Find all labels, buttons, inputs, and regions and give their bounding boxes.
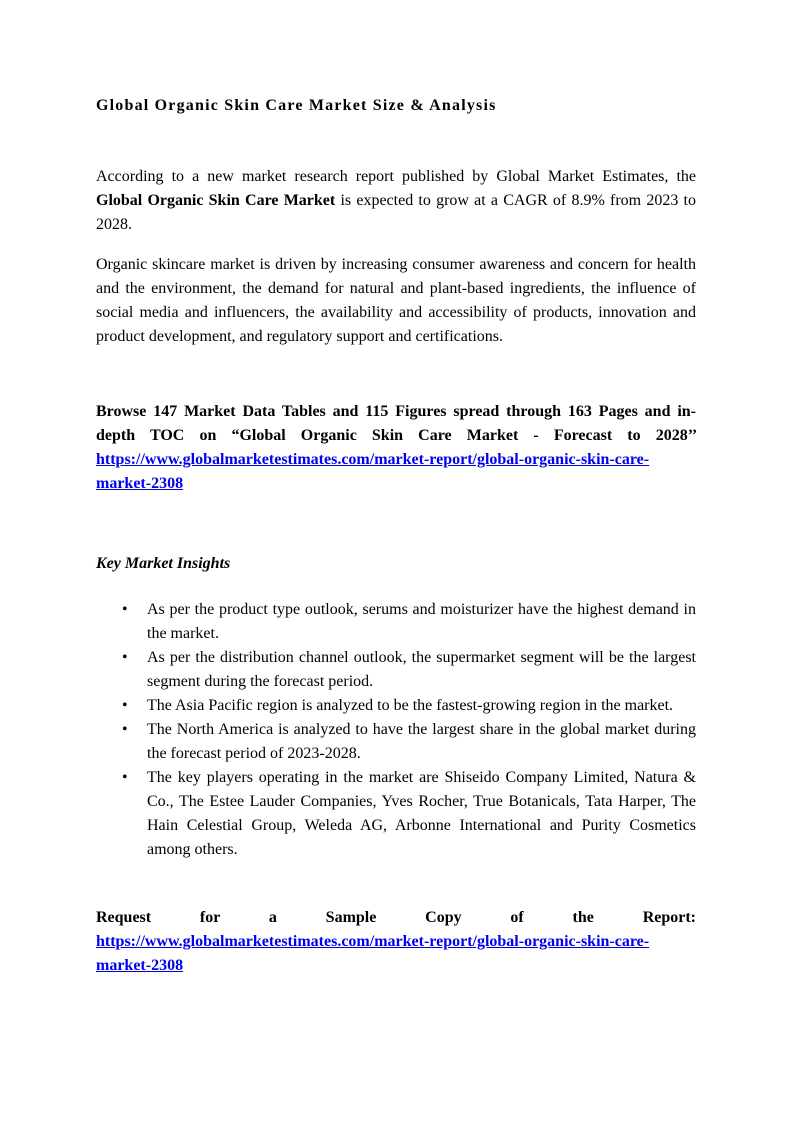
- request-paragraph: [96, 906, 696, 978]
- request-text: Request for a Sample Copy of the Report:: [96, 909, 696, 926]
- browse-paragraph: [96, 400, 696, 496]
- report-toc-link[interactable]: https://www.globalmarketestimates.com/market-report/global-organic-skin-care-market-2308: [96, 451, 650, 492]
- browse-text: Browse 147 Market Data Tables and 115 Figures spread through 163 Pages and in-depth TOC on “Global Organic Skin Care Market - Forecast to 2028’’: [96, 403, 696, 444]
- insight-item-north-america: • The North America is analyzed to have the largest share in the global market during the forecast period of 2023-2028.: [147, 718, 696, 766]
- drivers-paragraph: Organic skincare market is driven by increasing consumer awareness and concern for health and the environment, the demand for natural and plant-based ingredients, the influence of social media and influencers, the availability and accessibility of products, innovation and product development, and regulatory support and certifications.: [96, 256, 696, 345]
- key-insights-heading: Key Market Insights: [96, 555, 231, 572]
- page-title: Global Organic Skin Care Market Size & Analysis: [96, 97, 497, 114]
- intro-text-post: is expected to grow at a CAGR of 8.9% from 2023 to 2028.: [96, 192, 696, 233]
- intro-bold-market-name: Global Organic Skin Care Market: [96, 192, 336, 209]
- intro-text-pre: According to a new market research report published by Global Market Estimates, the: [96, 168, 696, 185]
- intro-paragraph: [96, 165, 696, 237]
- sample-copy-link[interactable]: https://www.globalmarketestimates.com/market-report/global-organic-skin-care-market-2308: [96, 933, 650, 974]
- insights-list: [96, 598, 696, 862]
- insight-item-key-players: • The key players operating in the market are Shiseido Company Limited, Natura & Co., The Estee Lauder Companies, Yves Rocher, True Botanicals, Tata Harper, The Hain Celestial Group, Weleda AG, Arbonne International and Purity Cosmetics among others.: [147, 766, 696, 862]
- insight-item-distribution-channel: • As per the distribution channel outlook, the supermarket segment will be the largest segment during the forecast period.: [147, 646, 696, 694]
- insight-item-asia-pacific: • The Asia Pacific region is analyzed to be the fastest-growing region in the market.: [147, 694, 696, 718]
- insight-item-product-type: • As per the product type outlook, serums and moisturizer have the highest demand in the market.: [147, 598, 696, 646]
